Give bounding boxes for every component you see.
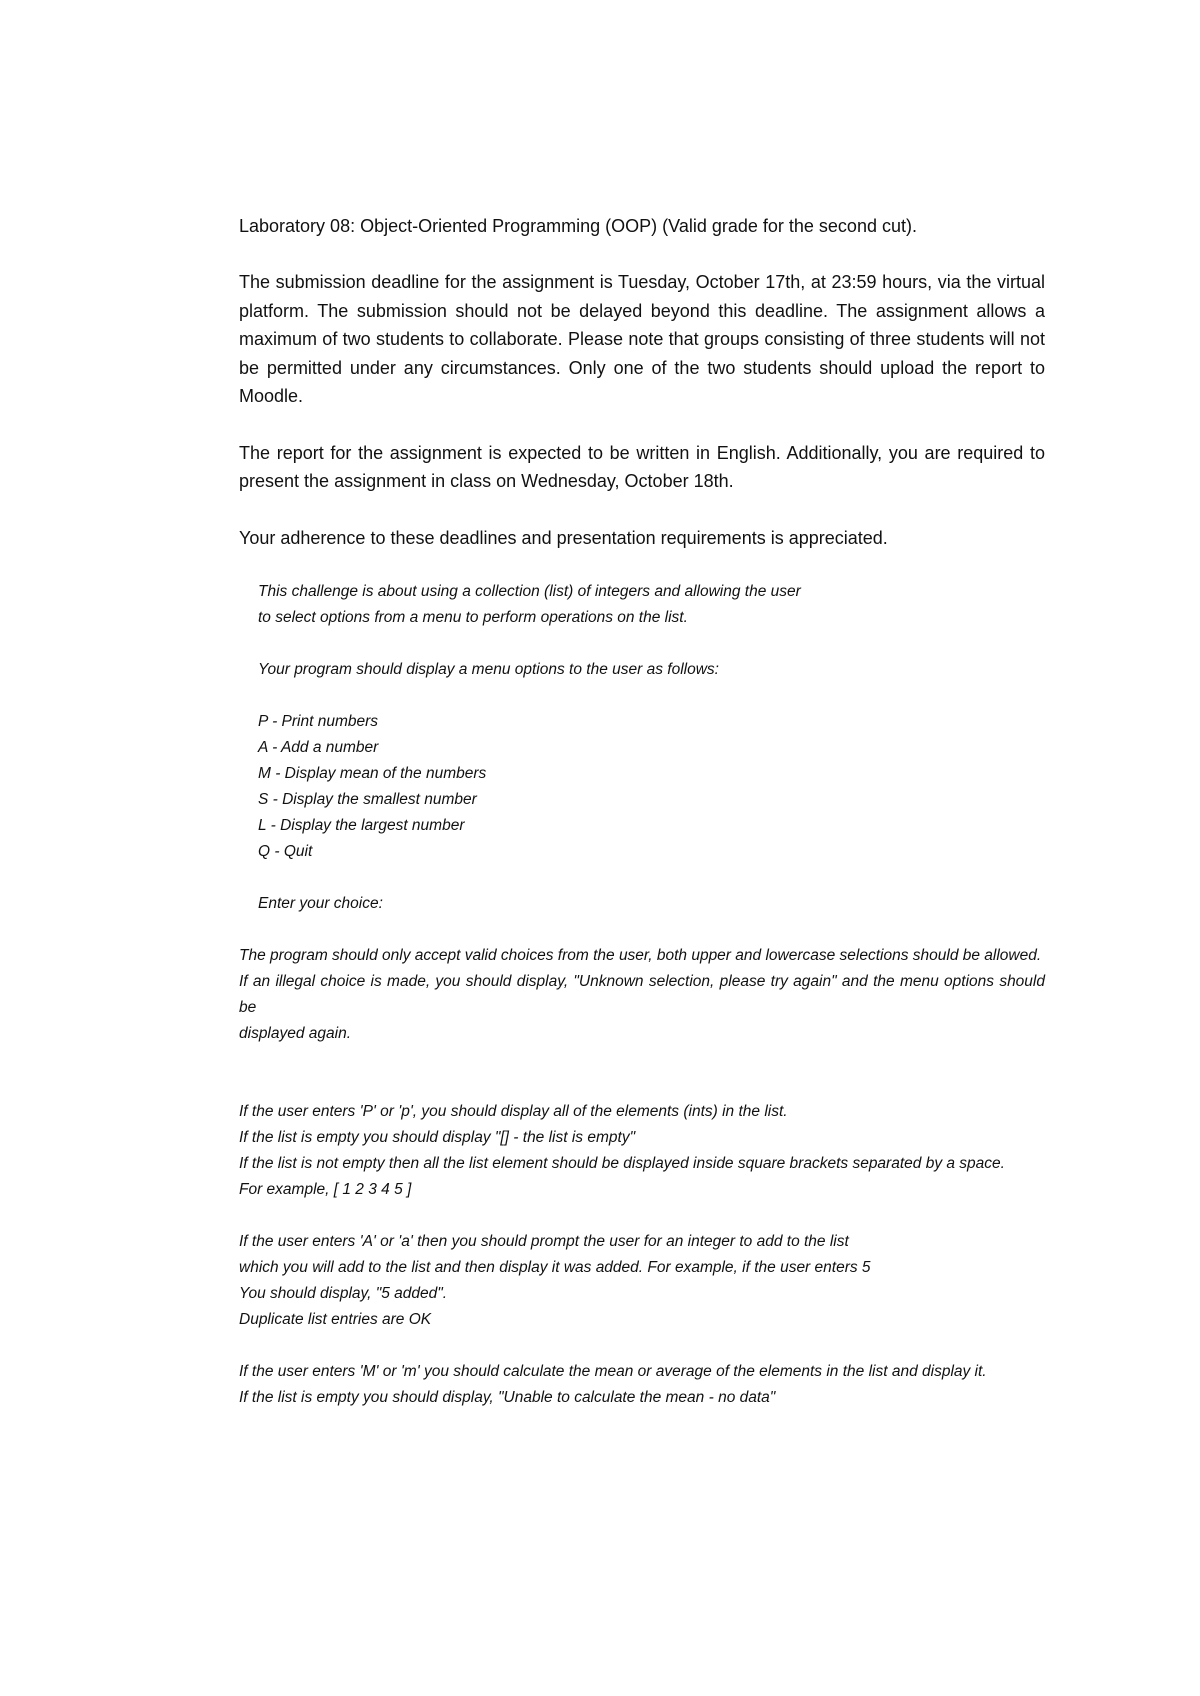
mean-option-block	[239, 1359, 1045, 1411]
challenge-line: This challenge is about using a collection (list) of integers and allowing the user	[258, 583, 801, 600]
enter-choice-prompt: Enter your choice:	[258, 895, 383, 912]
menu-option: Q - Quit	[258, 843, 313, 860]
add-option-block	[239, 1229, 1045, 1333]
add-option-example: You should display, "5 added".	[239, 1285, 448, 1302]
valid-choices-block	[239, 943, 1045, 1047]
menu-option: M - Display mean of the numbers	[258, 765, 487, 782]
valid-choices-text: The program should only accept valid choices from the user, both upper and lowercase selections should be allowed.	[239, 947, 1042, 964]
menu-option: L - Display the largest number	[258, 817, 465, 834]
add-option-text: If the user enters 'A' or 'a' then you should prompt the user for an integer to add to the list	[239, 1233, 849, 1250]
mean-empty-text: If the list is empty you should display, "Unable to calculate the mean - no data"	[239, 1389, 776, 1406]
add-option-duplicates: Duplicate list entries are OK	[239, 1311, 432, 1328]
menu-options-list	[258, 709, 1045, 865]
print-nonempty-text: If the list is not empty then all the list element should be displayed inside square brackets separated by a space.	[239, 1155, 1005, 1172]
menu-option: A - Add a number	[258, 739, 379, 756]
document-title: Laboratory 08: Object-Oriented Programming (OOP) (Valid grade for the second cut).	[239, 216, 917, 236]
submission-paragraph: The submission deadline for the assignment is Tuesday, October 17th, at 23:59 hours, via the virtual platform. The submission should not be delayed beyond this deadline. The assignment allows a maximum of two students to collaborate. Please note that groups consisting of three students will not be permitted under any circumstances. Only one of the two students should upload the report to Moodle.	[239, 272, 1045, 406]
challenge-block	[239, 579, 1045, 917]
report-language-paragraph: The report for the assignment is expected to be written in English. Additionally, you are required to present the assignment in class on Wednesday, October 18th.	[239, 442, 1045, 491]
menu-option: S - Display the smallest number	[258, 791, 477, 808]
print-empty-text: If the list is empty you should display "[] - the list is empty"	[239, 1129, 636, 1146]
print-option-block	[239, 1099, 1045, 1203]
add-option-text: which you will add to the list and then display it was added. For example, if the user enters 5	[239, 1259, 871, 1276]
illegal-choice-text: If an illegal choice is made, you should display, "Unknown selection, please try again" and the menu options should be	[239, 973, 1045, 1016]
challenge-line: to select options from a menu to perform operations on the list.	[258, 609, 688, 626]
illegal-choice-text-end: displayed again.	[239, 1025, 352, 1042]
mean-option-text: If the user enters 'M' or 'm' you should calculate the mean or average of the elements in the list and display it.	[239, 1363, 987, 1380]
adherence-paragraph: Your adherence to these deadlines and presentation requirements is appreciated.	[239, 527, 888, 548]
print-option-text: If the user enters 'P' or 'p', you should display all of the elements (ints) in the list.	[239, 1103, 788, 1120]
document-body	[239, 212, 1045, 1411]
menu-option: P - Print numbers	[258, 713, 379, 730]
menu-intro: Your program should display a menu options to the user as follows:	[258, 661, 719, 678]
print-example-text: For example, [ 1 2 3 4 5 ]	[239, 1181, 412, 1198]
